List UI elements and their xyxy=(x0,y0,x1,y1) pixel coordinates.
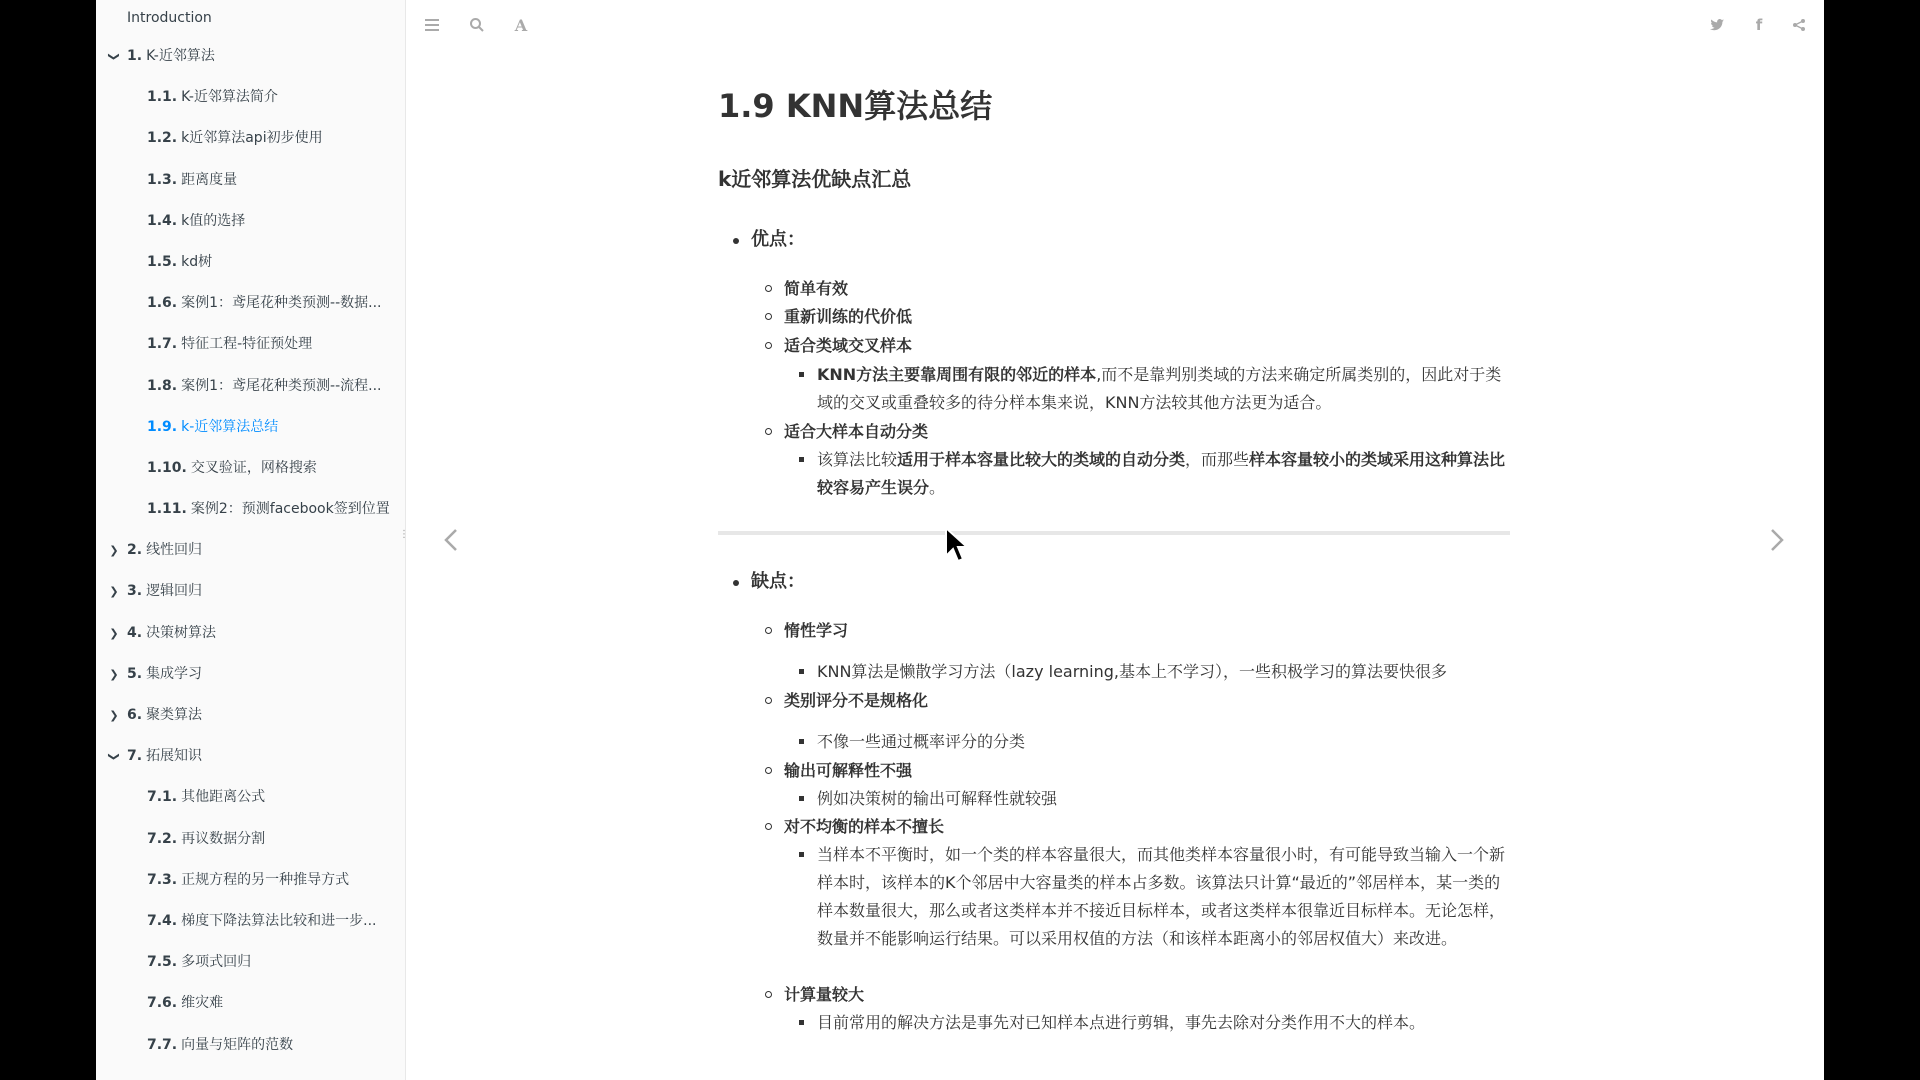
sidebar-item-number: 4. xyxy=(127,624,143,641)
sidebar-item[interactable] xyxy=(96,283,405,324)
sidebar-item-label: 集成学习 xyxy=(146,665,203,682)
sidebar-item-number: 3. xyxy=(127,583,143,600)
sidebar-item-label: 再议数据分割 xyxy=(181,830,266,847)
chevron-down-icon[interactable]: ❯ xyxy=(107,752,121,762)
sidebar-item[interactable] xyxy=(96,983,405,1024)
chevron-right-icon[interactable] xyxy=(1757,515,1797,565)
advantages-items xyxy=(718,332,1510,360)
sidebar-item-label: 特征工程-特征预处理 xyxy=(181,336,313,353)
disadvantages-detail xyxy=(718,728,1510,756)
sidebar-item[interactable] xyxy=(96,736,405,777)
table-of-contents xyxy=(96,0,409,1066)
sidebar-item-label: 向量与矩阵的范数 xyxy=(181,1036,294,1053)
twitter-icon[interactable] xyxy=(1704,12,1730,38)
list-item: 适合类域交叉样本 xyxy=(718,332,1510,360)
advantages-list xyxy=(718,223,1510,257)
sidebar-item[interactable] xyxy=(96,860,405,901)
sidebar-item[interactable] xyxy=(96,489,405,530)
sidebar-item-label: 线性回归 xyxy=(146,542,203,559)
advantages-items xyxy=(718,303,1510,331)
list-item: 对不均衡的样本不擅长 xyxy=(718,813,1510,841)
disadvantages-detail xyxy=(718,785,1510,813)
sidebar-item-label: Introduction xyxy=(127,10,212,26)
sidebar-item-number: 7.5. xyxy=(147,954,178,971)
detail-bold: 适用于样本容量比较大的类域的自动分类 xyxy=(897,450,1186,469)
sidebar-item-number: 1.5. xyxy=(147,253,178,270)
advantages-detail xyxy=(718,361,1510,417)
disadvantages-list xyxy=(718,565,1510,599)
list-item: 计算量较大 xyxy=(718,981,1510,1009)
list-item: 输出可解释性不强 xyxy=(718,757,1510,785)
sidebar-item-number: 1.11. xyxy=(147,501,187,518)
list-item-detail: 例如决策树的输出可解释性就较强 xyxy=(718,785,1510,813)
font-settings-icon[interactable]: A xyxy=(514,15,528,35)
sidebar-item-label: 梯度下降法算法比较和进一步... xyxy=(181,912,377,929)
sidebar-item[interactable] xyxy=(96,529,409,571)
sidebar-item[interactable] xyxy=(96,201,405,242)
facebook-icon[interactable]: f xyxy=(1755,16,1763,34)
sidebar-item-label: k-近邻算法总结 xyxy=(181,418,279,435)
sidebar-item-label: 案例1：鸢尾花种类预测--流程... xyxy=(181,377,382,394)
disadvantages-items xyxy=(718,981,1510,1009)
page-title: 1.9 KNN算法总结 xyxy=(718,87,993,125)
sidebar-item-label: 聚类算法 xyxy=(146,707,203,723)
sidebar-item[interactable] xyxy=(96,695,405,736)
sidebar-item-number: 1.9. xyxy=(147,418,178,435)
disadvantages-detail xyxy=(718,658,1510,686)
sidebar-item[interactable] xyxy=(96,366,405,407)
section-divider xyxy=(718,531,1510,535)
section-title: k近邻算法优缺点汇总 xyxy=(718,167,912,191)
sidebar-item[interactable] xyxy=(96,77,405,118)
sidebar-item-label: 距离度量 xyxy=(181,171,238,188)
sidebar-item[interactable] xyxy=(96,942,405,983)
detail-text: ,而不是靠判别类域的方法来确定所属类别的，因此对于类域的交叉或重叠较多的待分样本集来说，KNN方法较其他方法更为适合。 xyxy=(817,365,1502,412)
list-item-detail: 不像一些通过概率评分的分类 xyxy=(718,728,1510,756)
disadvantages-items xyxy=(718,617,1510,645)
detail-text: ，而那些 xyxy=(1185,450,1250,469)
sidebar-item-number: 6. xyxy=(127,707,143,723)
advantages-detail xyxy=(718,446,1510,502)
sidebar-item-label: 正规方程的另一种推导方式 xyxy=(181,871,350,888)
sidebar-item-number: 7.2. xyxy=(147,830,178,847)
sidebar-item-label: 交叉验证，网格搜索 xyxy=(190,459,317,476)
sidebar-item-label: 其他距离公式 xyxy=(181,789,266,806)
sidebar-item[interactable] xyxy=(96,118,405,159)
sidebar-item-number: 7.4. xyxy=(147,912,178,929)
sidebar-item-label: K-近邻算法 xyxy=(146,48,215,64)
sidebar-item-label: k近邻算法api初步使用 xyxy=(181,130,323,147)
sidebar-item-number: 1.4. xyxy=(147,212,178,229)
sidebar-item[interactable] xyxy=(96,654,405,695)
search-icon[interactable] xyxy=(464,12,490,38)
sidebar-item-label: 决策树算法 xyxy=(146,624,217,641)
sidebar-item-label: 逻辑回归 xyxy=(146,583,203,600)
sidebar-item-number: 1.3. xyxy=(147,171,178,188)
header-toolbar xyxy=(405,0,1824,50)
sidebar-item[interactable] xyxy=(96,571,405,612)
share-icon[interactable] xyxy=(1786,12,1812,38)
list-item: 惰性学习 xyxy=(718,617,1510,645)
chevron-down-icon[interactable]: ❯ xyxy=(107,51,121,62)
chevron-right-icon[interactable]: ❯ xyxy=(109,544,119,558)
list-item: 适合大样本自动分类 xyxy=(718,418,1510,446)
sidebar-item-label: kd树 xyxy=(181,253,213,270)
list-item-detail xyxy=(718,446,1510,502)
detail-text: 。 xyxy=(929,478,946,497)
list-item: 类别评分不是规格化 xyxy=(718,687,1510,715)
sidebar-item-number: 1.8. xyxy=(147,377,178,394)
list-heading: 缺点： xyxy=(718,565,1510,599)
sidebar-item-label: 维灾难 xyxy=(181,995,224,1012)
sidebar-item[interactable] xyxy=(96,36,405,77)
sidebar-item[interactable] xyxy=(96,819,405,860)
sidebar-item[interactable] xyxy=(96,448,405,489)
sidebar-item-label: 案例1：鸢尾花种类预测--数据... xyxy=(181,295,382,312)
sidebar-item-number: 7.6. xyxy=(147,995,178,1012)
disadvantages-items xyxy=(718,813,1510,841)
detail-text: 该算法比较 xyxy=(817,450,898,469)
sidebar-item-number: 1.7. xyxy=(147,336,178,353)
disadvantages-detail xyxy=(718,1009,1510,1037)
sidebar-item[interactable] xyxy=(96,901,405,942)
list-item-detail: 当样本不平衡时，如一个类的样本容量很大，而其他类样本容量很小时，有可能导致当输入一个新样本时，该样本的K个邻居中大容量类的样本占多数。该算法只计算“最近的”邻居样本，某一类的样本数量很大，那么或者这类样本并不接近目标样本，或者这类样本很靠近目标样本。无论怎样，数量并不能影响运行结果。可以采用权值的方法（和该样本距离小的邻居权值大）来改进。 xyxy=(718,841,1510,953)
disadvantages-items xyxy=(718,687,1510,715)
advantages-items xyxy=(718,275,1510,303)
sidebar-item-number: 2. xyxy=(127,542,143,559)
list-item: 简单有效 xyxy=(718,275,1510,303)
sidebar-item-number: 7.1. xyxy=(147,789,178,806)
chevron-right-icon[interactable]: ❯ xyxy=(109,626,119,640)
detail-bold: 样本容量较小的类域采用这种算法比较容易产生误分 xyxy=(817,450,1506,497)
sidebar-item-label: K-近邻算法简介 xyxy=(181,89,278,106)
list-heading: 优点： xyxy=(718,223,1510,257)
sidebar-item[interactable] xyxy=(96,1025,405,1066)
sidebar-item-number: 1.6. xyxy=(147,295,178,312)
sidebar-item[interactable] xyxy=(96,0,405,36)
sidebar-item-number: 7.3. xyxy=(147,871,178,888)
sidebar-item[interactable] xyxy=(96,613,405,654)
sidebar-item[interactable] xyxy=(96,324,405,365)
sidebar-item[interactable] xyxy=(96,160,405,201)
sidebar-item[interactable] xyxy=(96,777,405,818)
list-item: 重新训练的代价低 xyxy=(718,303,1510,331)
sidebar-item-label: 拓展知识 xyxy=(146,748,203,765)
sidebar-item-active[interactable] xyxy=(96,407,405,448)
sidebar-item-number: 1.2. xyxy=(147,130,178,147)
chevron-right-icon[interactable]: ❯ xyxy=(109,667,119,681)
sidebar-item-number: 1.1. xyxy=(147,89,178,106)
sidebar xyxy=(96,0,409,1080)
chevron-right-icon[interactable]: ❯ xyxy=(109,585,119,599)
sidebar-item[interactable] xyxy=(96,242,405,283)
menu-icon[interactable] xyxy=(419,12,445,38)
sidebar-item-number: 7.7. xyxy=(147,1036,178,1053)
mouse-cursor-icon xyxy=(944,526,968,564)
list-item-detail xyxy=(718,361,1510,417)
sidebar-item-number: 1.10. xyxy=(147,459,187,476)
disadvantages-detail xyxy=(718,841,1510,953)
advantages-items xyxy=(718,418,1510,446)
chevron-left-icon[interactable] xyxy=(431,515,471,565)
sidebar-item-label: k值的选择 xyxy=(181,212,246,229)
disadvantages-items xyxy=(718,757,1510,785)
sidebar-item-label: 案例2：预测facebook签到位置 xyxy=(190,501,390,518)
chevron-right-icon[interactable]: ❯ xyxy=(109,709,119,722)
sidebar-item-number: 1. xyxy=(127,48,143,64)
sidebar-item-label: 多项式回归 xyxy=(181,954,252,971)
list-item-detail: KNN算法是懒散学习方法（lazy learning,基本上不学习），一些积极学习的算法要快很多 xyxy=(718,658,1510,686)
sidebar-item-number: 7. xyxy=(127,748,143,765)
sidebar-resize-handle[interactable]: ⋮ xyxy=(399,529,409,540)
detail-bold: KNN方法主要靠周围有限的邻近的样本 xyxy=(817,365,1097,384)
list-item-detail: 目前常用的解决方法是事先对已知样本点进行剪辑，事先去除对分类作用不大的样本。 xyxy=(718,1009,1510,1037)
sidebar-item-number: 5. xyxy=(127,665,143,682)
